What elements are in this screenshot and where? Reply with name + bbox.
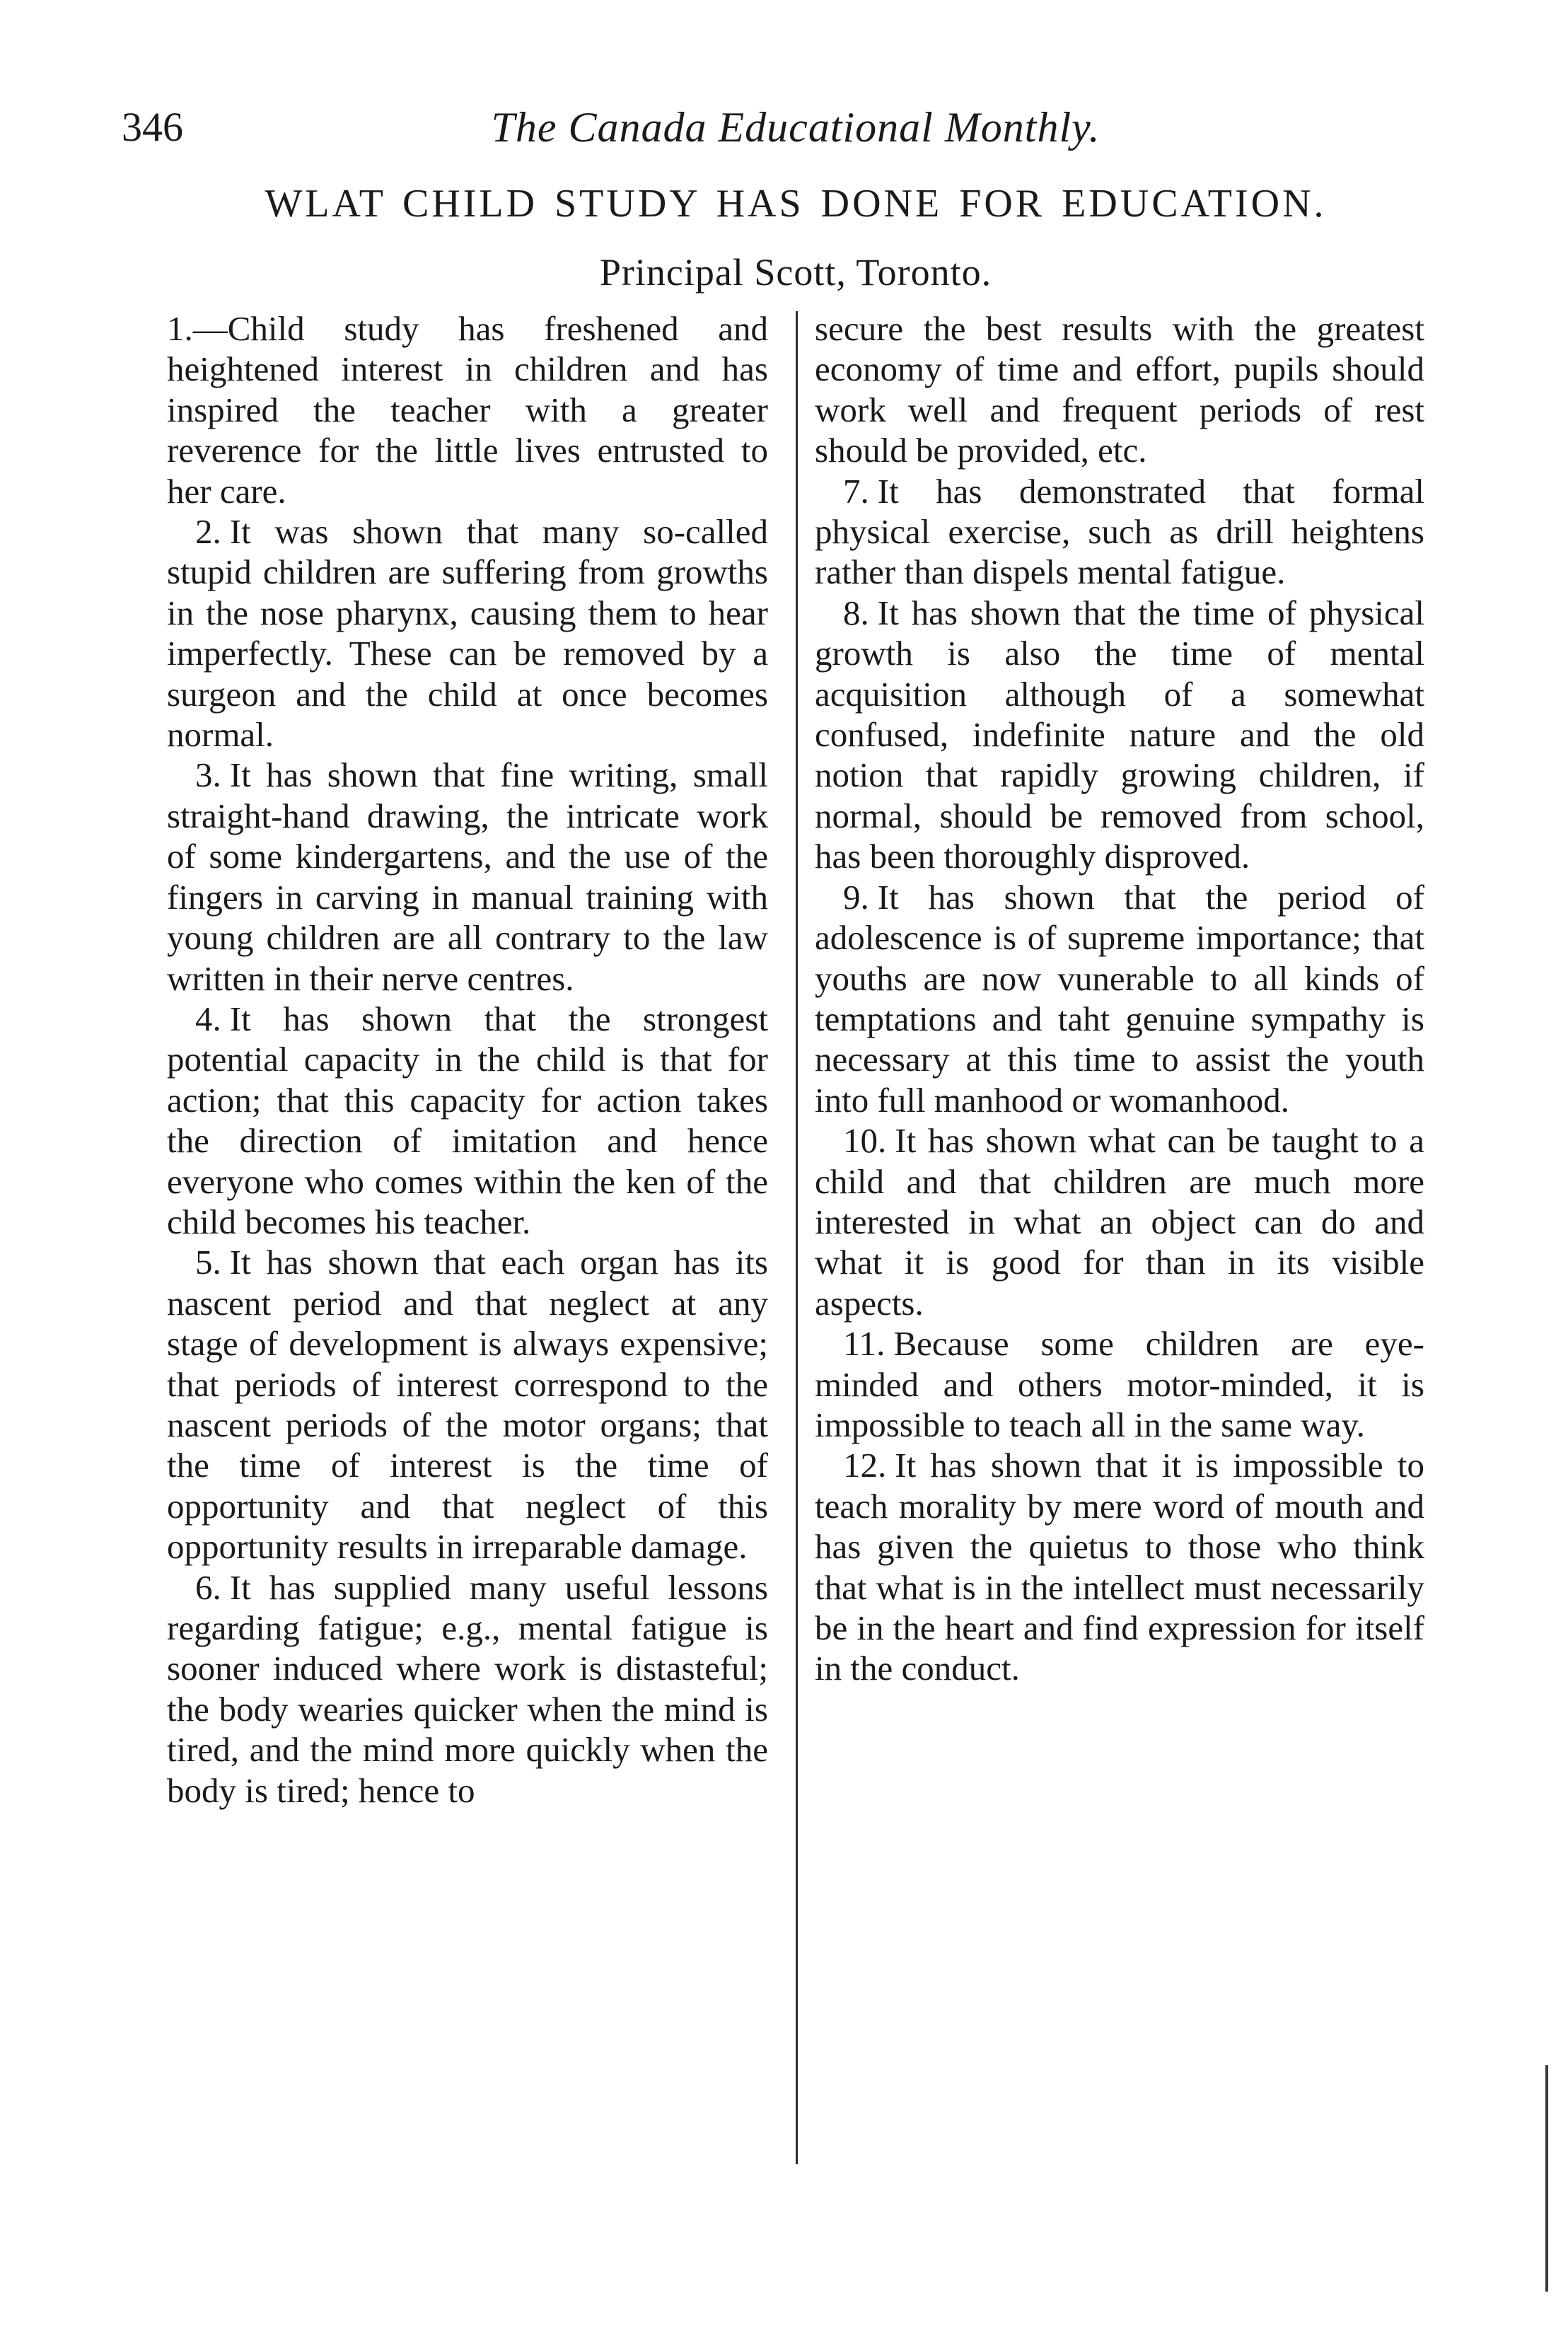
paragraph-number: 3. [195, 755, 221, 795]
right-column [815, 308, 1424, 1689]
paragraph-number: 5. [195, 1243, 221, 1282]
paragraph-1 [167, 308, 768, 511]
page-edge-mark [1545, 2065, 1548, 2292]
paragraph-text: Because some children are eye-minded and others motor-minded, it is impossible to teach all in the same way. [815, 1324, 1424, 1444]
paragraph-number: 8. [843, 593, 869, 632]
paragraph-6 [167, 1567, 768, 1811]
paragraph-10 [815, 1120, 1424, 1323]
paragraph-5 [167, 1242, 768, 1567]
paragraph-number: 1. [167, 309, 193, 348]
article-byline: Principal Scott, Toronto. [599, 251, 992, 294]
paragraph-text: It was shown that many so-called stupid children are suffering from growths in the nose pharynx, causing them to hear imperfectly. These can be removed by a surgeon and the child at once becomes normal. [167, 512, 768, 755]
column-divider [796, 311, 798, 2164]
page-header [113, 99, 1478, 163]
paragraph-number: 12. [843, 1446, 887, 1485]
paragraph-text: It has shown that it is impossible to teach morality by mere word of mouth and has given the quietus to those who think that what is in the intellect must necessarily be in the heart and find expression for itself in the conduct. [815, 1446, 1424, 1688]
paragraph-9 [815, 877, 1424, 1120]
article-title: WLAT CHILD STUDY HAS DONE FOR EDUCATION. [265, 182, 1327, 226]
paragraph-number: 2. [195, 512, 221, 552]
page-number: 346 [122, 104, 183, 150]
paragraph-text: It has shown that the strongest potential capacity in the child is that for action; that this capacity for action takes the direction of imitation and hence everyone who comes within the ken of the child becomes his teacher. [167, 999, 768, 1241]
paragraph-7 [815, 471, 1424, 593]
paragraph-2 [167, 511, 768, 755]
paragraph-text: It has shown that each organ has its nascent period and that neglect at any stage of development is always expensive; that periods of interest correspond to the nascent periods of the motor organs; that the time of interest is the time of opportunity and that neglect of this opportunity results in irreparable damage. [167, 1243, 768, 1567]
paragraph-text: It has shown that the time of physical growth is also the time of mental acquisition although of a somewhat confused, indefinite nature and the old notion that rapidly growing children, if normal, should be removed from school, has been thoroughly disproved. [815, 593, 1424, 876]
paragraph-text: —Child study has freshened and heightened interest in children and has inspired the teacher with a greater reverence for the little lives entrusted to her care. [167, 309, 768, 511]
paragraph-6-continuation: secure the best results with the greatest economy of time and effort, pupils should work well and frequent periods of rest should be provided, etc. [815, 309, 1424, 470]
paragraph-number: 4. [195, 999, 221, 1038]
paragraph-number: 7. [843, 471, 869, 511]
paragraph-text: It has shown what can be taught to a child and that children are much more interested in what an object can do and what it is good for than in its visible aspects. [815, 1121, 1424, 1323]
running-title: The Canada Educational Monthly. [491, 104, 1100, 151]
paragraph-12 [815, 1445, 1424, 1688]
paragraph-text: It has demonstrated that formal physical exercise, such as drill heightens rather than dispels mental fatigue. [815, 471, 1424, 592]
paragraph-11 [815, 1323, 1424, 1445]
paragraph-number: 11. [843, 1324, 885, 1364]
paragraph-3 [167, 755, 768, 998]
paragraph-number: 9. [843, 877, 869, 917]
paragraph-text: It has shown that fine writing, small straight-hand drawing, the intricate work of some kindergartens, and the use of the fingers in carving in manual training with young children are all contrary to the law written in their nerve centres. [167, 755, 768, 998]
paragraph-4 [167, 999, 768, 1242]
paragraph-number: 6. [195, 1567, 221, 1607]
paragraph-text: It has supplied many useful lessons regarding fatigue; e.g., mental fatigue is sooner induced where work is distasteful; the body wearies quicker when the mind is tired, and the mind more quickly when the body is tired; hence to [167, 1567, 768, 1810]
paragraph-8 [815, 593, 1424, 877]
paragraph-text: It has shown that the period of adolescence is of supreme importance; that youths are now vunerable to all kinds of temptations and taht genuine sympathy is necessary at this time to assist the youth into full manhood or womanhood. [815, 877, 1424, 1120]
paragraph-number: 10. [843, 1121, 887, 1161]
left-column [167, 308, 768, 1811]
